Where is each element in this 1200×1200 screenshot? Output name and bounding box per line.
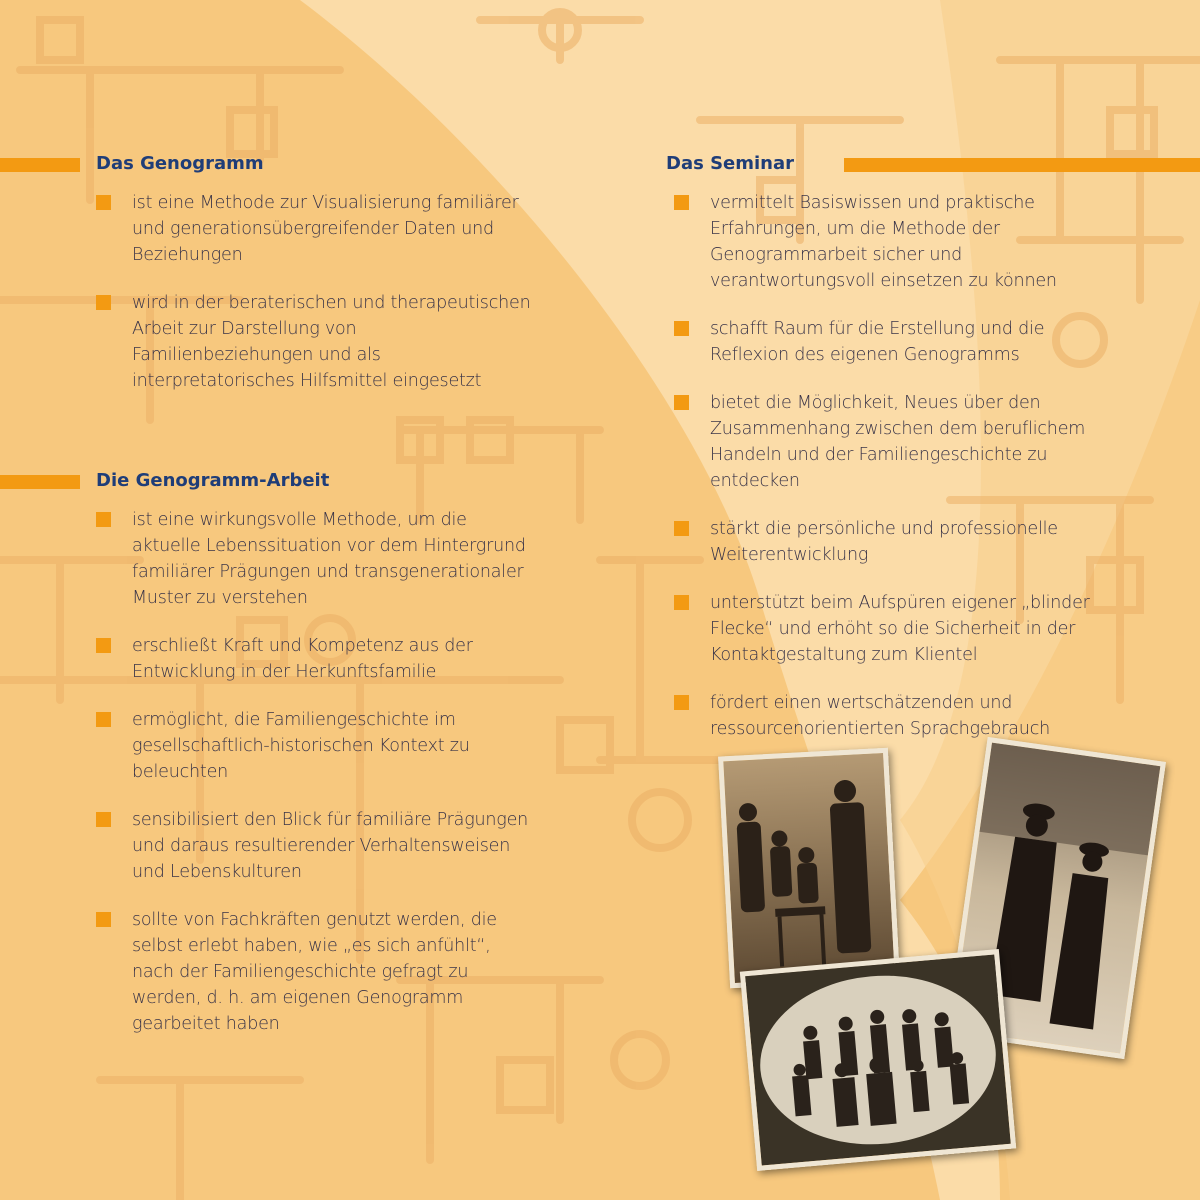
list-item-text: unterstützt beim Aufspüren eigener „blinder Flecke“ und erhöht so die Sicherheit in der Kontaktgestaltung zum Klientel — [710, 593, 1090, 665]
bullet-square-icon — [96, 195, 111, 210]
section-heading-row — [0, 467, 560, 497]
list-item-text: ist eine wirkungsvolle Methode, um die aktuelle Lebenssituation vor dem Hintergrund familiärer Prägungen und transgenerationaler Muster zu verstehen — [132, 510, 526, 608]
list-item-text: schafft Raum für die Erstellung und die Reflexion des eigenen Genogramms — [710, 319, 1045, 365]
list-item-text: vermittelt Basiswissen und praktische Erfahrungen, um die Methode der Genogrammarbeit sicher und verantwortungsvoll einsetzen zu können — [710, 193, 1057, 291]
list-item-text: fördert einen wertschätzenden und ressourcenorientierten Sprachgebrauch — [710, 693, 1051, 739]
bullet-square-icon — [674, 195, 689, 210]
list-item — [674, 190, 1104, 294]
family-photo-standing — [718, 748, 900, 989]
list-item — [96, 190, 536, 268]
list-item — [96, 290, 536, 394]
accent-bar — [844, 158, 1200, 172]
list-item — [674, 516, 1104, 568]
bullet-square-icon — [96, 512, 111, 527]
bullet-square-icon — [674, 521, 689, 536]
list-item — [96, 633, 536, 685]
list-item — [674, 390, 1104, 494]
list-item — [674, 316, 1104, 368]
section-heading: Die Genogramm-Arbeit — [96, 470, 330, 491]
bullet-square-icon — [96, 712, 111, 727]
bullet-list — [674, 190, 1104, 742]
bullet-square-icon — [96, 912, 111, 927]
accent-bar — [0, 475, 80, 489]
list-item-text: ist eine Methode zur Visualisierung familiärer und generationsübergreifender Daten und Beziehungen — [132, 193, 519, 265]
list-item — [674, 690, 1104, 742]
list-item — [96, 707, 536, 785]
bullet-square-icon — [674, 395, 689, 410]
bullet-square-icon — [674, 321, 689, 336]
bullet-list — [96, 190, 536, 394]
section-seminar — [666, 150, 1200, 742]
list-item-text: sollte von Fachkräften genutzt werden, die selbst erlebt haben, wie „es sich anfühlt“, nach der Familiengeschichte gefragt zu werden, d. h. am eigenen Genogramm gearbeitet haben — [132, 910, 497, 1034]
list-item-text: erschließt Kraft und Kompetenz aus der Entwicklung in der Herkunftsfamilie — [132, 636, 473, 682]
list-item — [96, 807, 536, 885]
section-heading-row — [0, 150, 560, 180]
list-item-text: bietet die Möglichkeit, Neues über den Zusammenhang zwischen dem beruflichem Handeln und der Familiengeschichte zu entdecken — [710, 393, 1086, 491]
list-item-text: sensibilisiert den Blick für familiäre Prägungen und daraus resultierender Verhaltensweisen und Lebenskulturen — [132, 810, 529, 882]
group-family-photo — [740, 949, 1016, 1171]
bullet-square-icon — [674, 695, 689, 710]
list-item-text: stärkt die persönliche und professionelle Weiterentwicklung — [710, 519, 1058, 565]
list-item — [674, 590, 1104, 668]
section-heading-row — [666, 150, 1200, 180]
list-item-text: wird in der beraterischen und therapeutischen Arbeit zur Darstellung von Familienbeziehungen und als interpretatorisches Hilfsmittel eingesetzt — [132, 293, 531, 391]
bullet-square-icon — [96, 812, 111, 827]
bullet-square-icon — [96, 638, 111, 653]
bullet-square-icon — [674, 595, 689, 610]
section-heading: Das Genogramm — [96, 153, 264, 174]
list-item — [96, 907, 536, 1037]
list-item-text: ermöglicht, die Familiengeschichte im gesellschaftlich-historischen Kontext zu beleuchten — [132, 710, 470, 782]
accent-bar — [0, 158, 80, 172]
bullet-square-icon — [96, 295, 111, 310]
list-item — [96, 507, 536, 611]
section-genogramm — [0, 150, 560, 394]
section-heading: Das Seminar — [666, 153, 795, 174]
bullet-list — [96, 507, 536, 1037]
section-genogramm-arbeit — [0, 467, 560, 1037]
